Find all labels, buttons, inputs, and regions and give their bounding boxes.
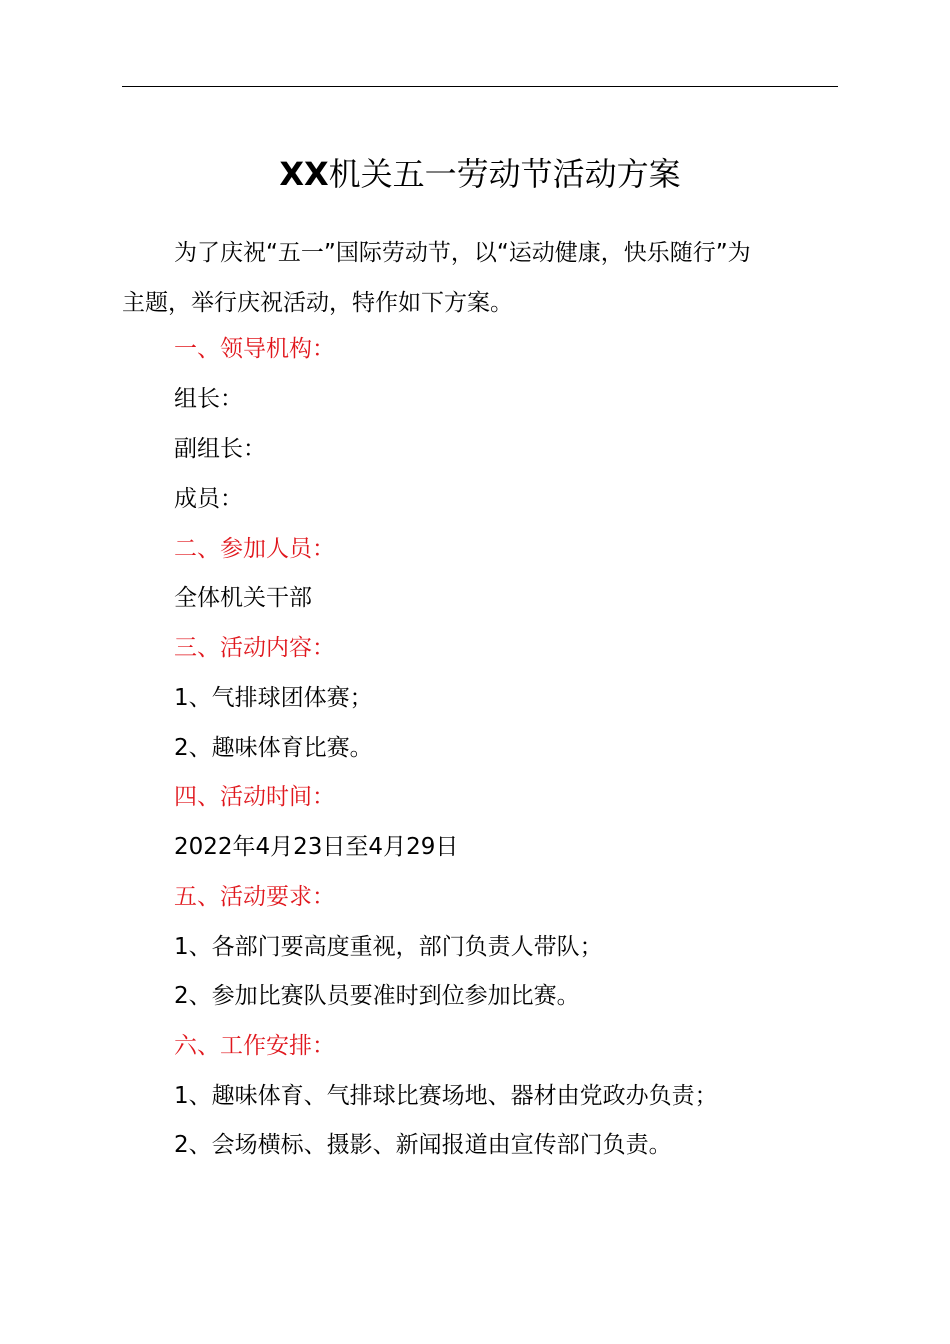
section-1-line-3: 成员： bbox=[174, 486, 243, 512]
section-1-heading: 一、领导机构： bbox=[174, 336, 335, 362]
section-4-heading: 四、活动时间： bbox=[174, 784, 335, 810]
section-3-line-1: 1、气排球团体赛； bbox=[174, 685, 373, 711]
section-6-line-1: 1、趣味体育、气排球比赛场地、器材由党政办负责； bbox=[174, 1083, 718, 1109]
section-2-heading: 二、参加人员： bbox=[174, 536, 335, 562]
section-5-heading: 五、活动要求： bbox=[174, 884, 335, 910]
title-text: 机关五一劳动节活动方案 bbox=[328, 155, 681, 193]
section-1-line-1: 组长： bbox=[174, 386, 243, 412]
title-prefix: XX bbox=[279, 155, 329, 193]
header-rule bbox=[122, 86, 838, 87]
section-2-line-1: 全体机关干部 bbox=[174, 585, 312, 611]
intro-line-2: 主题，举行庆祝活动，特作如下方案。 bbox=[122, 290, 513, 316]
section-3-heading: 三、活动内容： bbox=[174, 635, 335, 661]
section-6-heading: 六、工作安排： bbox=[174, 1033, 335, 1059]
section-1-line-2: 副组长： bbox=[174, 436, 266, 462]
section-4-line-1: 2022年4月23日至4月29日 bbox=[174, 834, 459, 860]
document-title bbox=[122, 148, 838, 200]
intro-paragraph bbox=[122, 228, 838, 328]
section-3-line-2: 2、趣味体育比赛。 bbox=[174, 735, 373, 761]
intro-line-1: 为了庆祝“五一”国际劳动节，以“运动健康，快乐随行”为 bbox=[174, 240, 751, 266]
section-5-line-2: 2、参加比赛队员要准时到位参加比赛。 bbox=[174, 983, 580, 1009]
section-6-line-2: 2、会场横标、摄影、新闻报道由宣传部门负责。 bbox=[174, 1132, 672, 1158]
section-5-line-1: 1、各部门要高度重视，部门负责人带队； bbox=[174, 934, 603, 960]
